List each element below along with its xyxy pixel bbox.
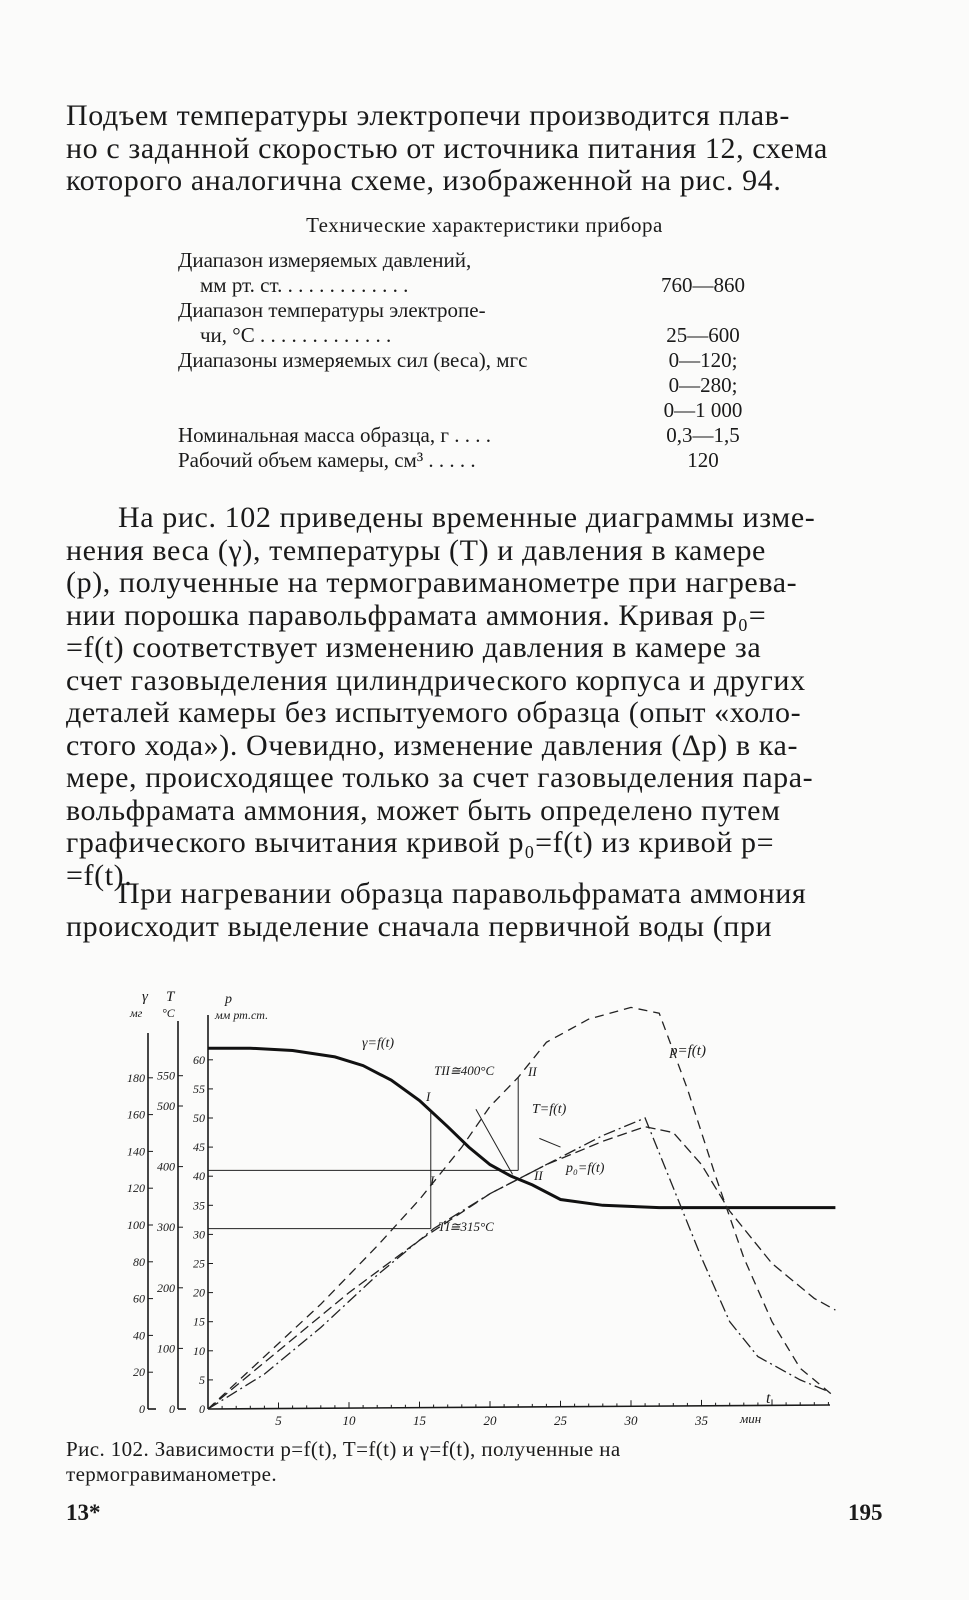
page-number: 195 bbox=[848, 1500, 883, 1525]
text-line: =f(t). bbox=[66, 858, 133, 892]
specs-table bbox=[178, 248, 778, 473]
t-tick-label: 5 bbox=[275, 1413, 282, 1428]
text-line: Подъем температуры электропечи производится плав- bbox=[66, 99, 790, 132]
spec-value-line: 120 bbox=[687, 448, 719, 472]
T-tick-label: 0 bbox=[169, 1402, 175, 1416]
spec-value bbox=[648, 348, 758, 423]
spec-row-force bbox=[178, 348, 778, 423]
spec-label-line: мм рт. ст. . . . . . . . . . . . . bbox=[200, 273, 409, 297]
label-roman-II-upper: II bbox=[528, 1064, 537, 1079]
axis-p-title: p bbox=[225, 992, 232, 1007]
p-tick-label: 55 bbox=[193, 1081, 205, 1096]
spec-value-line: 760—860 bbox=[661, 273, 745, 297]
gamma-tick-label: 40 bbox=[133, 1328, 145, 1343]
label-TII: TII≅400°C bbox=[434, 1063, 495, 1078]
text-line: нения веса (γ), температуры (T) и давления в камере bbox=[66, 533, 766, 567]
spec-value-line: 0—1 000 bbox=[663, 398, 743, 422]
label-t: t bbox=[766, 1390, 771, 1407]
spec-label-line: Номинальная масса образца, г . . . . bbox=[178, 423, 491, 447]
t-tick-label: 15 bbox=[413, 1413, 426, 1428]
p-tick-label: 60 bbox=[193, 1052, 205, 1067]
caption-line: Рис. 102. Зависимости p=f(t), T=f(t) и γ=f(t), полученные на bbox=[66, 1437, 621, 1461]
p-tick-label: 45 bbox=[193, 1140, 205, 1155]
t-tick-label: 25 bbox=[554, 1413, 567, 1428]
spec-label bbox=[178, 348, 623, 423]
curve-p0 bbox=[208, 1127, 835, 1409]
curves-paragraph bbox=[66, 502, 896, 892]
gamma-tick-label: 80 bbox=[133, 1254, 145, 1269]
gamma-tick-label: 60 bbox=[133, 1291, 145, 1306]
spec-label-line: Диапазон измеряемых давлений, bbox=[178, 248, 472, 272]
spec-value-line: 0—120; bbox=[668, 348, 738, 372]
T-tick-label: 300 bbox=[157, 1220, 175, 1235]
t-tick-label: 35 bbox=[695, 1413, 708, 1428]
spec-value bbox=[648, 273, 758, 298]
spec-label-line: Диапазон температуры электропе- bbox=[178, 298, 486, 322]
intro-paragraph bbox=[66, 100, 896, 198]
T-tick-label: 200 bbox=[157, 1280, 175, 1295]
spec-value bbox=[648, 423, 758, 448]
label-TI: TI≅315°C bbox=[438, 1219, 494, 1234]
spec-label bbox=[178, 448, 623, 473]
axis-ticks bbox=[127, 1053, 828, 1428]
label-p0: p₀=f(t) bbox=[566, 1161, 605, 1176]
t-axis-line bbox=[208, 1405, 830, 1409]
gamma-tick-label: 120 bbox=[127, 1181, 145, 1196]
axis-T-unit: °C bbox=[162, 1006, 175, 1020]
spec-row-mass bbox=[178, 423, 778, 448]
spec-label bbox=[178, 298, 623, 348]
spec-label-line: чи, °С . . . . . . . . . . . . . bbox=[200, 323, 392, 347]
figure-102 bbox=[100, 985, 840, 1435]
text-line: деталей камеры без испытуемого образца (опыт «холо- bbox=[66, 696, 802, 729]
text-line: (p), полученные на термогравиманометре при нагрева- bbox=[66, 566, 798, 599]
spec-value-line: 0,3—1,5 bbox=[666, 423, 740, 447]
gamma-tick-label: 100 bbox=[127, 1218, 145, 1232]
gamma-tick-label: 20 bbox=[133, 1365, 145, 1380]
T-tick-label: 550 bbox=[157, 1068, 175, 1083]
p-tick-label: 40 bbox=[193, 1169, 205, 1184]
t-tick-label: 10 bbox=[342, 1413, 356, 1428]
signature-mark: 13* bbox=[66, 1500, 101, 1525]
gamma-tick-label: 0 bbox=[139, 1402, 145, 1416]
t-tick-label: 20 bbox=[483, 1413, 497, 1428]
figure-caption bbox=[66, 1437, 896, 1487]
spec-label bbox=[178, 248, 623, 298]
label-roman-I-upper: I bbox=[426, 1089, 431, 1104]
text-line: =f(t) соответствует изменению давления в камере за bbox=[66, 631, 762, 664]
label-p: p=f(t) bbox=[670, 1043, 706, 1059]
T-tick-label: 400 bbox=[157, 1159, 175, 1174]
ref-leader-II bbox=[476, 1109, 513, 1174]
spec-value bbox=[648, 323, 758, 348]
text-line: На рис. 102 приведены временные диаграммы изме- bbox=[118, 501, 816, 534]
label-roman-I-lower: I bbox=[430, 1173, 435, 1188]
specs-title: Технические характеристики прибора bbox=[306, 213, 663, 237]
spec-label bbox=[178, 423, 623, 448]
axis-gamma-title: γ bbox=[142, 989, 148, 1005]
text-line: При нагревании образца паравольфрамата аммония bbox=[118, 877, 807, 910]
caption-line: термогравиманометре. bbox=[66, 1462, 277, 1486]
t-tick-label: 30 bbox=[624, 1413, 638, 1428]
T-tick-label: 100 bbox=[157, 1341, 175, 1356]
label-gamma: γ=f(t) bbox=[362, 1036, 395, 1051]
spec-value-line: 25—600 bbox=[666, 323, 740, 347]
gamma-tick-label: 160 bbox=[127, 1107, 145, 1122]
spec-label-line: Рабочий объем камеры, см³ . . . . . bbox=[178, 448, 476, 472]
spec-row-temperature bbox=[178, 298, 778, 348]
heating-paragraph bbox=[66, 878, 896, 943]
axis-gamma-unit: мг bbox=[130, 1006, 143, 1020]
T-tick-label: 500 bbox=[157, 1099, 175, 1113]
spec-label-line: Диапазоны измеряемых сил (веса), мгс bbox=[178, 348, 528, 372]
text-line: графического вычитания кривой p₀=f(t) из кривой p= bbox=[66, 826, 775, 859]
label-T: T=f(t) bbox=[532, 1102, 567, 1117]
axis-T-title: T bbox=[166, 989, 175, 1005]
t-axis-unit: мин bbox=[740, 1411, 762, 1426]
p-tick-label: 35 bbox=[193, 1198, 205, 1213]
p-tick-label: 0 bbox=[199, 1402, 205, 1416]
spec-row-pressure bbox=[178, 248, 778, 298]
text-line: счет газовыделения цилиндрического корпуса и других bbox=[66, 663, 806, 697]
text-line: нии порошка паравольфрамата аммония. Кривая p₀= bbox=[66, 598, 767, 632]
text-line: вольфрамата аммония, может быть определено путем bbox=[66, 793, 781, 827]
p-tick-label: 50 bbox=[193, 1111, 205, 1125]
text-line: происходит выделение сначала первичной воды (при bbox=[66, 909, 773, 943]
text-line: мере, происходящее только за счет газовыделения пара- bbox=[66, 761, 814, 794]
p-tick-label: 30 bbox=[193, 1227, 205, 1242]
axis-p-unit: мм рт.ст. bbox=[215, 1008, 269, 1022]
spec-row-volume bbox=[178, 448, 778, 473]
spec-value-line: 0—280; bbox=[668, 373, 738, 397]
p-tick-label: 5 bbox=[199, 1372, 205, 1387]
label-roman-II-lower: II bbox=[534, 1168, 543, 1183]
spec-value bbox=[648, 448, 758, 473]
gamma-tick-label: 180 bbox=[127, 1070, 145, 1085]
p-tick-label: 25 bbox=[193, 1256, 205, 1271]
p-tick-label: 15 bbox=[193, 1314, 205, 1329]
text-line: стого хода»). Очевидно, изменение давления (Δp) в ка- bbox=[66, 728, 799, 762]
ref-leader-T bbox=[539, 1138, 560, 1147]
reference-lines bbox=[208, 1077, 561, 1228]
p-tick-label: 10 bbox=[193, 1343, 205, 1358]
p-tick-label: 20 bbox=[193, 1285, 205, 1300]
curve-gamma bbox=[208, 1048, 835, 1207]
text-line: которого аналогична схеме, изображенной на рис. 94. bbox=[66, 164, 782, 197]
gamma-tick-label: 140 bbox=[127, 1144, 145, 1159]
text-line: но с заданной скоростью от источника питания 12, схема bbox=[66, 131, 828, 165]
